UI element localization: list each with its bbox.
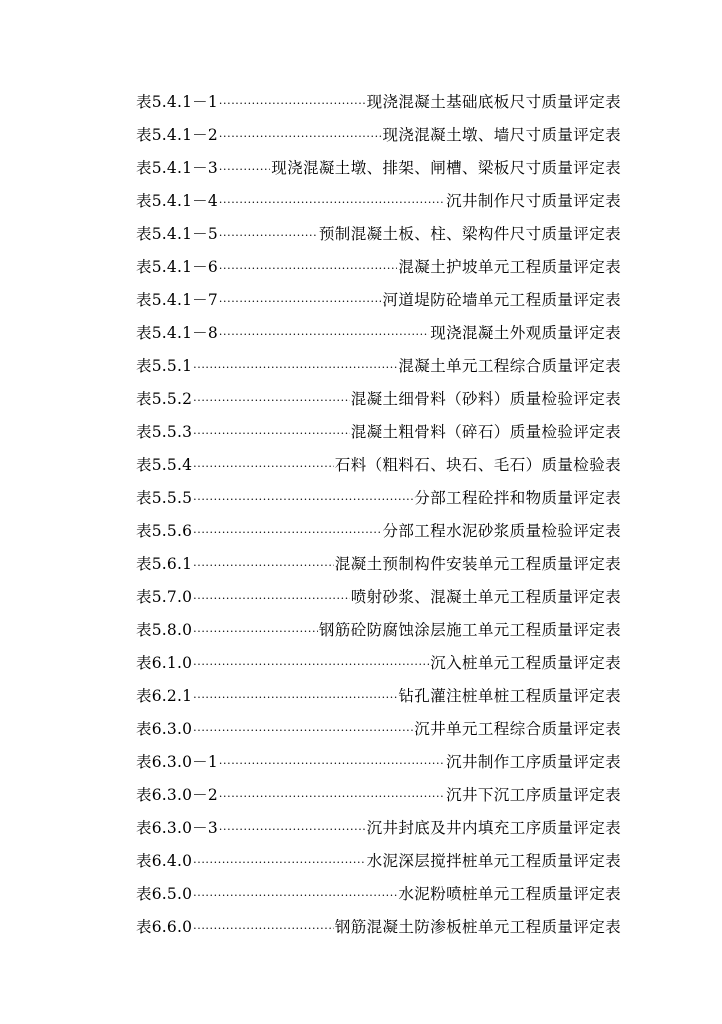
dot-leader [219,318,429,351]
toc-entry-title: 沉井下沉工序质量评定表 [446,786,621,804]
toc-entry-code: 表6.3.0 [136,720,193,738]
dot-leader [193,714,413,747]
toc-entry-5-4-1-6[interactable] [136,251,621,284]
dot-leader [219,285,382,318]
toc-entry-title: 分部工程水泥砂浆质量检验评定表 [382,522,621,540]
dot-leader [193,549,334,582]
toc-entry-5-4-1-4[interactable] [136,185,621,218]
toc-entry-code: 表5.5.2 [136,390,193,408]
toc-entry-title: 现浇混凝土墩、墙尺寸质量评定表 [382,126,621,144]
toc-entry-code: 表6.3.0－2 [136,786,218,804]
toc-entry-code: 表5.6.1 [136,555,193,573]
table-of-contents [136,86,621,944]
dot-leader [193,615,318,648]
toc-entry-title: 现浇混凝土基础底板尺寸质量评定表 [366,93,621,111]
toc-entry-code: 表5.5.4 [136,456,193,474]
toc-entry-6-3-0-3[interactable] [136,812,621,845]
toc-entry-title: 现浇混凝土外观质量评定表 [430,324,621,342]
toc-entry-title: 钢筋混凝土防渗板桩单元工程质量评定表 [334,918,621,936]
toc-entry-title: 沉井制作工序质量评定表 [446,753,621,771]
toc-entry-6-3-0-2[interactable] [136,779,621,812]
dot-leader [219,87,366,120]
toc-entry-6-5-0[interactable] [136,878,621,911]
toc-entry-code: 表6.6.0 [136,918,193,936]
toc-entry-title: 分部工程砼拌和物质量评定表 [414,489,621,507]
toc-entry-code: 表5.4.1－7 [136,291,218,309]
toc-entry-code: 表5.8.0 [136,621,193,639]
toc-entry-5-5-6[interactable] [136,515,621,548]
toc-entry-title: 混凝土护坡单元工程质量评定表 [398,258,621,276]
toc-entry-code: 表5.5.5 [136,489,193,507]
dot-leader [193,384,350,417]
toc-entry-title: 钻孔灌注桩单桩工程质量评定表 [398,687,621,705]
dot-leader [219,813,366,846]
dot-leader [219,186,445,219]
toc-entry-6-6-0[interactable] [136,911,621,944]
dot-leader [219,153,270,186]
toc-entry-title: 钢筋砼防腐蚀涂层施工单元工程质量评定表 [318,621,621,639]
dot-leader [193,648,429,681]
toc-entry-title: 沉入桩单元工程质量评定表 [430,654,621,672]
toc-entry-title: 混凝土单元工程综合质量评定表 [398,357,621,375]
toc-entry-title: 水泥深层搅拌桩单元工程质量评定表 [366,852,621,870]
toc-entry-6-1-0[interactable] [136,647,621,680]
dot-leader [219,120,382,153]
toc-entry-code: 表5.4.1－5 [136,225,218,243]
toc-entry-title: 沉井制作尺寸质量评定表 [446,192,621,210]
toc-entry-5-4-1-5[interactable] [136,218,621,251]
toc-entry-code: 表5.4.1－3 [136,159,218,177]
toc-entry-6-4-0[interactable] [136,845,621,878]
dot-leader [193,879,397,912]
toc-entry-code: 表5.7.0 [136,588,193,606]
toc-entry-title: 混凝土预制构件安装单元工程质量评定表 [334,555,621,573]
dot-leader [193,351,397,384]
toc-entry-title: 沉井单元工程综合质量评定表 [414,720,621,738]
dot-leader [193,681,397,714]
toc-entry-5-5-4[interactable] [136,449,621,482]
dot-leader [193,912,334,945]
toc-entry-code: 表5.4.1－6 [136,258,218,276]
toc-entry-title: 喷射砂浆、混凝土单元工程质量评定表 [350,588,621,606]
toc-entry-5-5-3[interactable] [136,416,621,449]
toc-entry-title: 现浇混凝土墩、排架、闸槽、梁板尺寸质量评定表 [271,159,621,177]
toc-entry-code: 表6.5.0 [136,885,193,903]
dot-leader [219,780,445,813]
toc-entry-5-6-1[interactable] [136,548,621,581]
toc-entry-title: 水泥粉喷桩单元工程质量评定表 [398,885,621,903]
dot-leader [193,846,365,879]
toc-entry-5-4-1-2[interactable] [136,119,621,152]
toc-entry-code: 表6.3.0－1 [136,753,218,771]
toc-entry-title: 河道堤防砼墙单元工程质量评定表 [382,291,621,309]
toc-entry-code: 表5.4.1－4 [136,192,218,210]
toc-entry-6-2-1[interactable] [136,680,621,713]
toc-entry-5-5-5[interactable] [136,482,621,515]
dot-leader [193,417,350,450]
toc-entry-title: 混凝土细骨料（砂料）质量检验评定表 [350,390,621,408]
toc-entry-5-5-2[interactable] [136,383,621,416]
toc-entry-code: 表6.4.0 [136,852,193,870]
toc-entry-5-8-0[interactable] [136,614,621,647]
toc-entry-title: 石料（粗料石、块石、毛石）质量检验表 [334,456,621,474]
dot-leader [193,582,350,615]
toc-entry-5-5-1[interactable] [136,350,621,383]
toc-entry-5-4-1-1[interactable] [136,86,621,119]
dot-leader [193,450,334,483]
toc-entry-code: 表6.1.0 [136,654,193,672]
toc-entry-code: 表5.5.6 [136,522,193,540]
dot-leader [193,483,413,516]
toc-entry-code: 表5.4.1－2 [136,126,218,144]
toc-entry-title: 沉井封底及井内填充工序质量评定表 [366,819,621,837]
dot-leader [219,252,397,285]
toc-entry-6-3-0-1[interactable] [136,746,621,779]
toc-entry-5-7-0[interactable] [136,581,621,614]
toc-entry-5-4-1-7[interactable] [136,284,621,317]
dot-leader [219,747,445,780]
toc-entry-code: 表5.4.1－8 [136,324,218,342]
dot-leader [219,219,318,252]
toc-entry-code: 表6.3.0－3 [136,819,218,837]
toc-entry-code: 表5.4.1－1 [136,93,218,111]
toc-entry-code: 表6.2.1 [136,687,193,705]
toc-entry-6-3-0[interactable] [136,713,621,746]
toc-entry-title: 预制混凝土板、柱、梁构件尺寸质量评定表 [318,225,621,243]
toc-entry-title: 混凝土粗骨料（碎石）质量检验评定表 [350,423,621,441]
toc-entry-5-4-1-3[interactable] [136,152,621,185]
toc-entry-code: 表5.5.1 [136,357,193,375]
toc-entry-code: 表5.5.3 [136,423,193,441]
toc-entry-5-4-1-8[interactable] [136,317,621,350]
dot-leader [193,516,381,549]
